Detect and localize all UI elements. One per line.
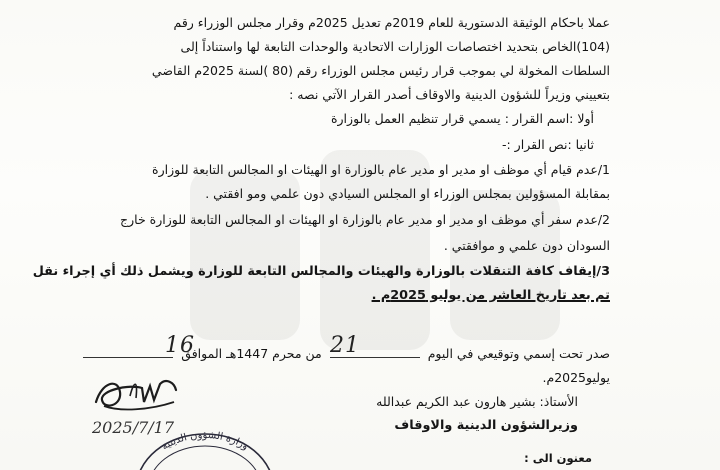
decree-text-heading: ثانيا :نص القرار :- <box>501 137 594 152</box>
item-1-line-2: بمقابلة المسؤولين بمجلس الوزراء او المجلس السيادي دون علمي ومو افقتي . <box>205 186 610 201</box>
item-2-line-1: 2/عدم سفر أي موظف او مدير او مدير عام بالوزارة او الهيئات او المجالس التابعة للوزارة خارج <box>120 212 610 227</box>
item-2-line-2: السودان دون علمي و موافقتي . <box>443 238 610 253</box>
signatory-title: وزيرالشؤون الدينية والاوقاف <box>394 418 578 433</box>
preamble-line-4: بتعييني وزيراً للشؤون الدينية والاوقاف أصدر القرار الآتي نصه : <box>289 87 610 102</box>
issued-line-2: يوليو2025م. <box>542 370 610 385</box>
month-day-blank <box>83 345 173 358</box>
preamble-line-2: (104)الخاص بتحديد اختصاصات الوزارات الاتحادية والوحدات التابعة لها واستناداً إلى <box>180 39 610 54</box>
preamble-line-1: عملا باحكام الوثيقة الدستورية للعام 2019م تعديل 2025م وقرار مجلس الوزراء رقم <box>173 15 610 30</box>
cc-label: معنون الى : <box>524 451 592 465</box>
decree-name-clause: أولا :اسم القرار : يسمي قرار تنظيم العمل بالوزارة <box>330 111 594 126</box>
watermark-emblem <box>180 150 570 360</box>
item-1-line-1: 1/عدم قيام أي موظف او مدير او مدير عام بالوزارة او الهيئات او المجالس التابعة للوزارة <box>152 162 610 177</box>
preamble-line-3: السلطات المخولة لي بموجب قرار رئيس مجلس الوزراء رقم (80 )لسنة 2025م القاضي <box>151 63 610 78</box>
issued-part-1: صدر تحت إسمي وتوقيعي في اليوم <box>427 346 610 361</box>
item-3-line-1: 3/إيقاف كافة التنقلات بالوزارة والهيئات والمجالس التابعة للوزارة ويشمل ذلك أي إجراء نقل <box>32 264 610 279</box>
signature-scribble <box>90 372 180 418</box>
handwritten-day: 21 <box>330 333 360 358</box>
handwritten-month-day: 16 <box>165 333 195 358</box>
stamp-text: وزارة الشؤون الدينية <box>159 430 251 453</box>
handwritten-signature-date: 2025/7/17 <box>92 418 175 437</box>
item-3-line-2: تم بعد تاريخ العاشر من يوليو 2025م . <box>371 288 610 303</box>
signatory-name: الأستاذ: بشير هارون عبد الكريم عبدالله <box>376 394 578 409</box>
issued-part-2: من محرم 1447هـ الموافق <box>181 346 322 361</box>
